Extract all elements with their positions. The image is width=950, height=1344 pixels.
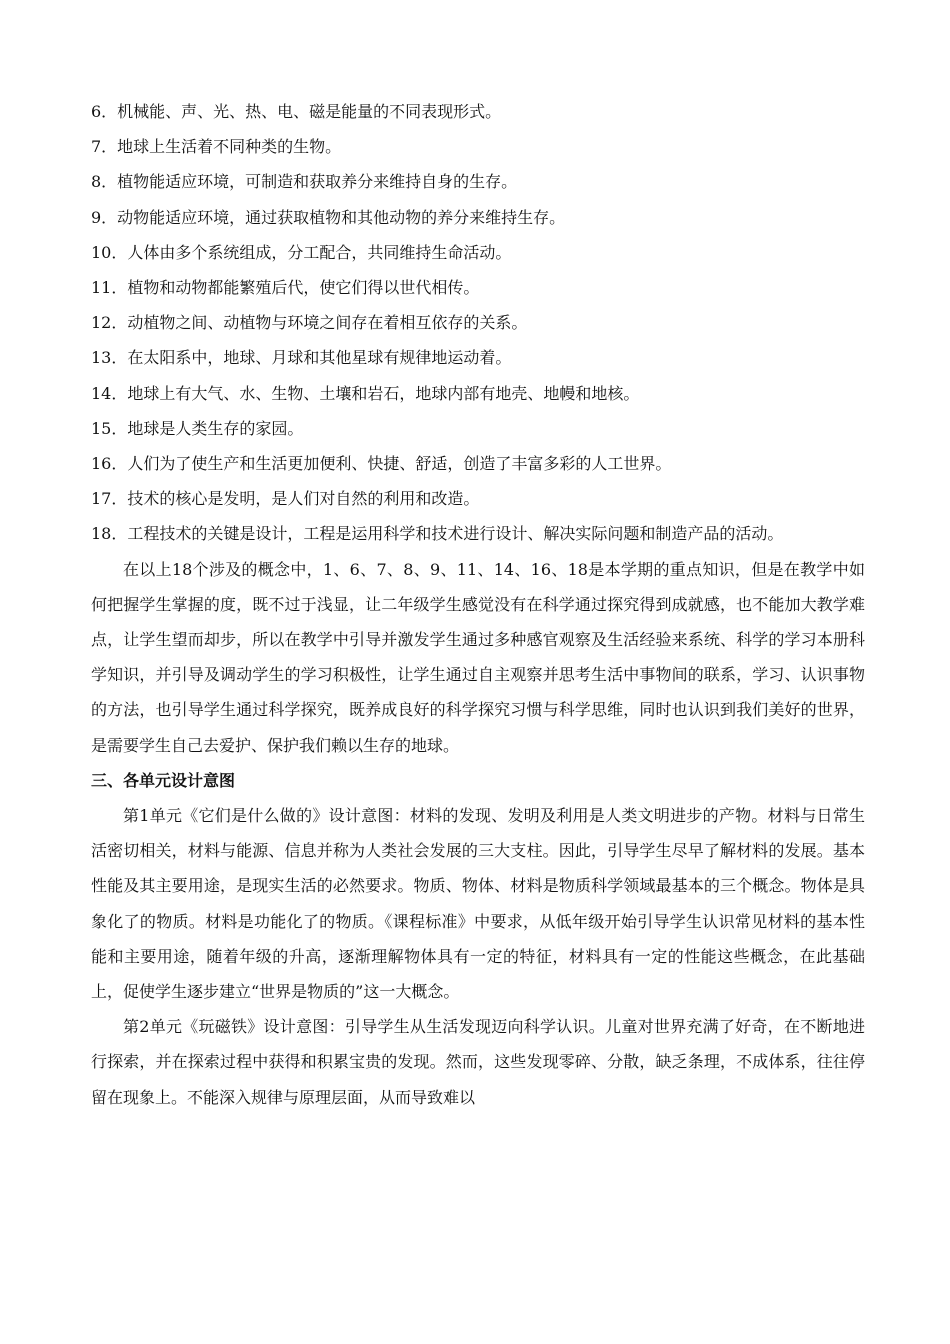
concept-item-6: 6．机械能、声、光、热、电、磁是能量的不同表现形式。 <box>91 102 502 121</box>
concept-item-9: 9．动物能适应环境，通过获取植物和其他动物的养分来维持生存。 <box>91 207 566 227</box>
concept-item-10: 10．人体由多个系统组成，分工配合，共同维持生命活动。 <box>91 242 512 262</box>
concept-item-7: 7．地球上生活着不同种类的生物。 <box>91 137 342 157</box>
section-heading: 三、各单元设计意图 <box>91 770 236 790</box>
unit2-paragraph: 第2单元《玩磁铁》设计意图：引导学生从生活发现迈向科学认识。儿童对世界充满了好奇，在不断地进行探索，并在探索过程中获得和积累宝贵的发现。然而，这些发现零碎、分散，缺乏条理，不成体系，往往停留在现象上。不能深入规律与原理层面，从而导致难以 <box>91 1017 865 1107</box>
concept-item-18: 18．工程技术的关键是设计，工程是运用科学和技术进行设计、解决实际问题和制造产品的活动。 <box>91 524 784 544</box>
concept-item-16: 16．人们为了使生产和生活更加便利、快捷、舒适，创造了丰富多彩的人工世界。 <box>91 454 672 474</box>
unit1-paragraph: 第1单元《它们是什么做的》设计意图：材料的发现、发明及利用是人类文明进步的产物。材料与日常生活密切相关，材料与能源、信息并称为人类社会发展的三大支柱。因此，引导学生尽早了解材料的发展。基本性能及其主要用途，是现实生活的必然要求。物质、物体、材料是物质科学领域最基本的三个概念。物体是具象化了的物质。材料是功能化了的物质。《课程标准》中要求，从低年级开始引导学生认识常见材料的基本性能和主要用途，随着年级的升高，逐渐理解物体具有一定的特征，材料具有一定的性能这些概念，在此基础上，促使学生逐步建立“世界是物质的”这一大概念。 <box>91 806 865 1002</box>
concept-item-11: 11．植物和动物都能繁殖后代，使它们得以世代相传。 <box>91 278 480 298</box>
concept-item-15: 15．地球是人类生存的家园。 <box>91 418 304 438</box>
concept-item-17: 17．技术的核心是发明，是人们对自然的利用和改造。 <box>91 489 480 509</box>
concept-item-8: 8．植物能适应环境，可制造和获取养分来维持自身的生存。 <box>91 172 518 192</box>
concept-item-12: 12．动植物之间、动植物与环境之间存在着相互依存的关系。 <box>91 313 528 333</box>
concept-item-13: 13．在太阳系中，地球、月球和其他星球有规律地运动着。 <box>91 348 512 368</box>
document-page <box>91 94 865 1115</box>
summary-paragraph: 在以上18个涉及的概念中，1、6、7、8、9、11、14、16、18是本学期的重点知识，但是在教学中如何把握学生掌握的度，既不过于浅显，让二年级学生感觉没有在科学通过探究得到成就感，也不能加大教学难点，让学生望而却步，所以在教学中引导并激发学生通过多种感官观察及生活经验来系统、科学的学习本册科学知识，并引导及调动学生的学习积极性，让学生通过自主观察并思考生活中事物间的联系，学习、认识事物的方法，也引导学生通过科学探究，既养成良好的科学探究习惯与科学思维，同时也认识到我们美好的世界，是需要学生自己去爱护、保护我们赖以生存的地球。 <box>91 559 865 755</box>
concept-item-14: 14．地球上有大气、水、生物、土壤和岩石，地球内部有地壳、地幔和地核。 <box>91 383 640 403</box>
